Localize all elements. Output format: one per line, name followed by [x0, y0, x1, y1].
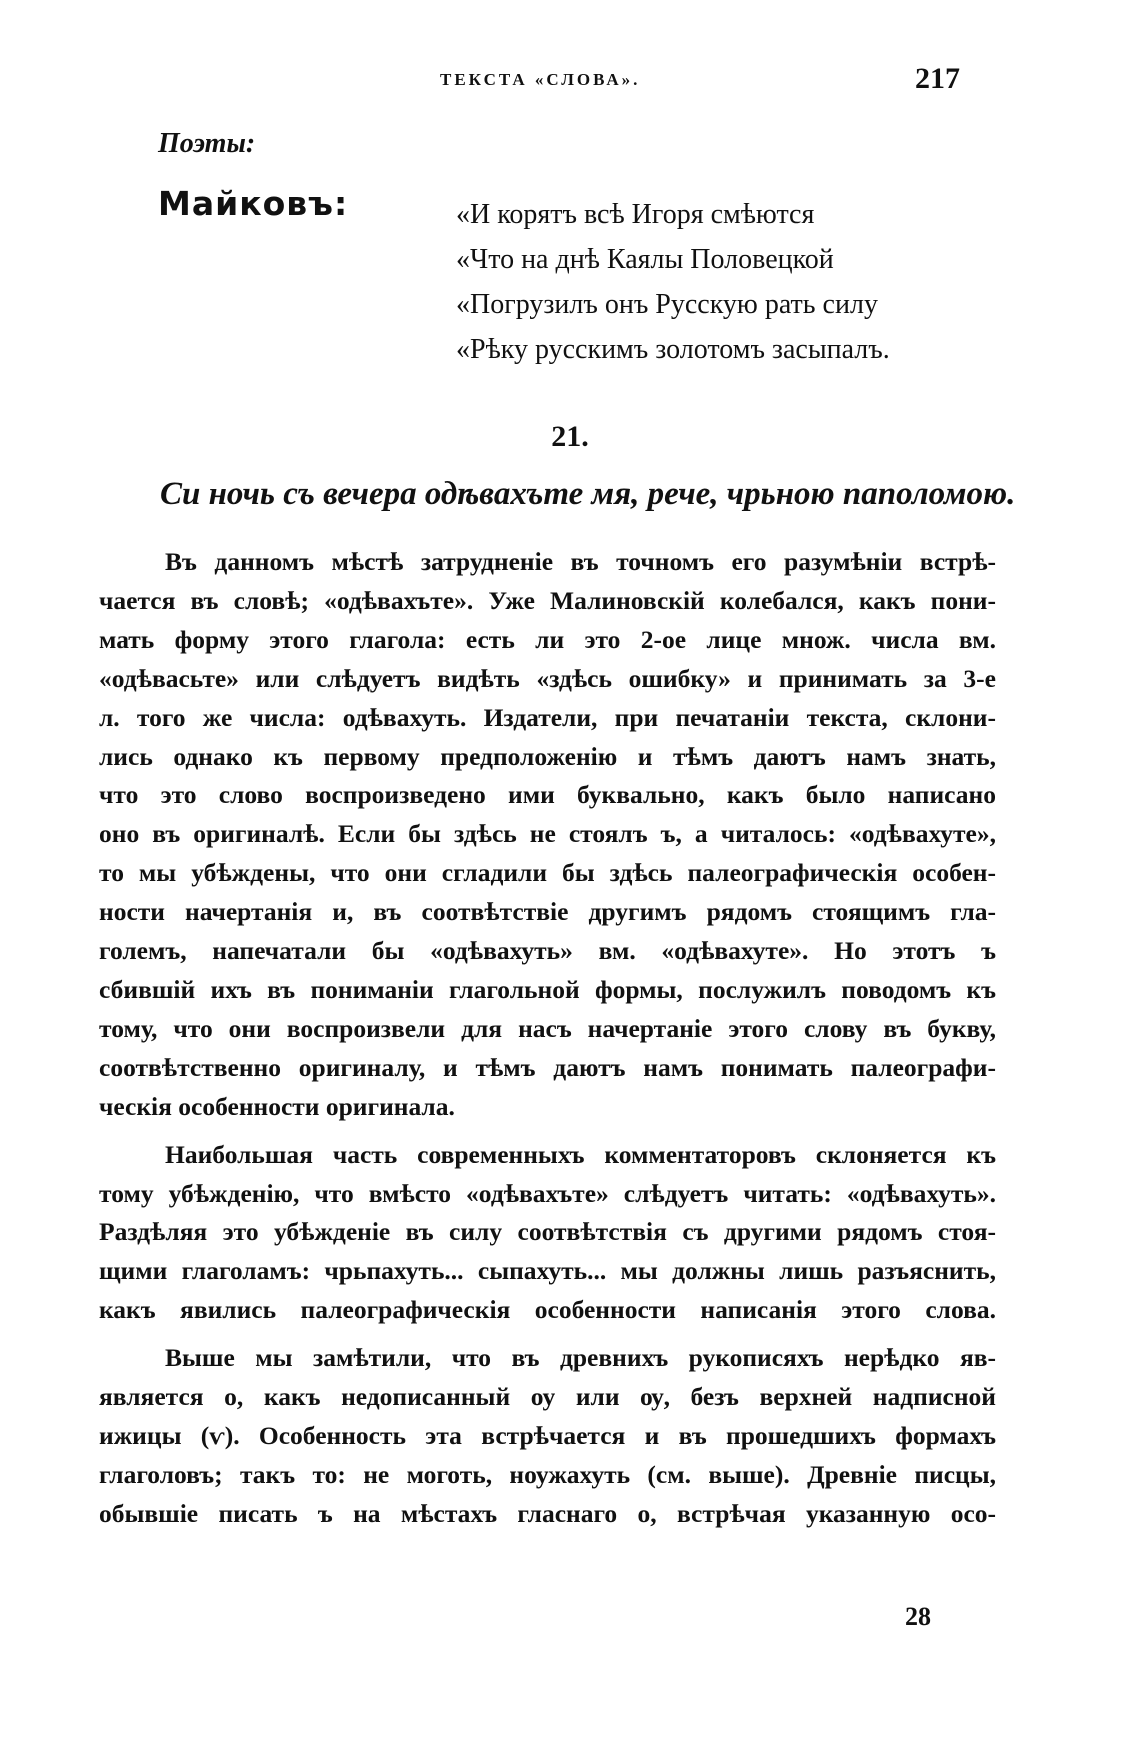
verse-line: «Рѣку русскимъ золотомъ засыпалъ.: [456, 334, 890, 365]
text-line: оно въ оригиналѣ. Если бы здѣсь не стоялъ ъ, а читалось: «одѣвахуте»,: [99, 819, 996, 849]
verse-line: «Погрузилъ онъ Русскую рать силу: [456, 289, 878, 320]
verse-line: «И корятъ всѣ Игоря смѣются: [456, 199, 815, 230]
paragraph-2: [99, 1136, 996, 1331]
poets-label: Поэты:: [158, 128, 256, 159]
text-line: големъ, напечатали бы «одѣвахуть» вм. «одѣвахуте». Но этотъ ъ: [99, 936, 996, 966]
text-line: тому убѣжденію, что вмѣсто «одѣвахъте» слѣдуетъ читать: «одѣвахуть».: [99, 1178, 996, 1208]
text-line: ческія особенности оригинала.: [99, 1091, 455, 1121]
text-line: Выше мы замѣтили, что въ древнихъ рукописяхъ нерѣдко яв-: [165, 1343, 996, 1373]
text-line: «одѣвасьте» или слѣдуетъ видѣть «здѣсь ошибку» и принимать за 3-е: [99, 663, 996, 693]
section-number: 21.: [551, 420, 589, 453]
verse-line: «Что на днѣ Каялы Половецкой: [456, 244, 834, 275]
text-line: ности начертанія и, въ соотвѣтствіе другимъ рядомъ стоящимъ гла-: [99, 897, 996, 927]
verse-block: [456, 192, 956, 372]
text-line: соотвѣтственно оригиналу, и тѣмъ даютъ намъ понимать палеографи-: [99, 1052, 996, 1082]
text-line: Наибольшая часть современныхъ комментаторовъ склоняется къ: [165, 1139, 996, 1169]
text-line: какъ явились палеографическія особенности написанія этого слова.: [99, 1295, 996, 1325]
poet-name: Майковъ:: [158, 184, 349, 223]
text-line: Въ данномъ мѣстѣ затрудненіе въ точномъ его разумѣніи встрѣ-: [165, 547, 996, 576]
text-line: тому, что они воспроизвели для насъ начертаніе этого слову въ букву,: [99, 1013, 996, 1043]
text-line: лись однако къ первому предположенію и тѣмъ даютъ намъ знать,: [99, 741, 996, 771]
text-line: глаголовъ; такъ то: не моготь, ноужахуть (см. выше). Древніе писцы,: [99, 1459, 996, 1489]
quote-heading: Си ночь съ вечера одѣвахъте мя, рече, чрьною паполомою.: [160, 476, 1016, 512]
body-text: [99, 543, 996, 1543]
text-line: является о, какъ недописанный оу или ѹ, безъ верхней надписной: [99, 1382, 996, 1412]
signature-mark: 28: [905, 1602, 931, 1631]
text-line: сбившій ихъ въ пониманіи глагольной формы, послужилъ поводомъ къ: [99, 974, 996, 1004]
text-line: мать форму этого глагола: есть ли это 2-ое лице множ. числа вм.: [99, 624, 996, 654]
page-number: 217: [915, 62, 960, 95]
paragraph-3: [99, 1339, 996, 1534]
text-line: щими глаголамъ: чрьпахуть... сыпахуть... мы должны лишь разъяснить,: [99, 1256, 996, 1286]
text-line: то мы убѣждены, что они сгладили бы здѣсь палеографическія особен-: [99, 858, 996, 888]
text-line: чается въ словѣ; «одѣвахъте». Уже Малиновскій колебался, какъ пони-: [99, 585, 996, 615]
paragraph-1: [99, 543, 996, 1127]
text-line: обывшіе писать ъ на мѣстахъ гласнаго о, встрѣчая указанную осо-: [99, 1498, 996, 1528]
text-line: что это слово воспроизведено ими буквально, какъ было написано: [99, 780, 996, 810]
text-line: ижицы (ѵ). Особенность эта встрѣчается и въ прошедшихъ формахъ: [99, 1420, 996, 1450]
text-line: л. того же числа: одѣвахуть. Издатели, при печатаніи текста, склони-: [99, 702, 996, 732]
text-line: Раздѣляя это убѣжденіе въ силу соотвѣтствія съ другими рядомъ стоя-: [99, 1217, 996, 1247]
running-title: ТЕКСТА «СЛОВА».: [440, 70, 641, 89]
